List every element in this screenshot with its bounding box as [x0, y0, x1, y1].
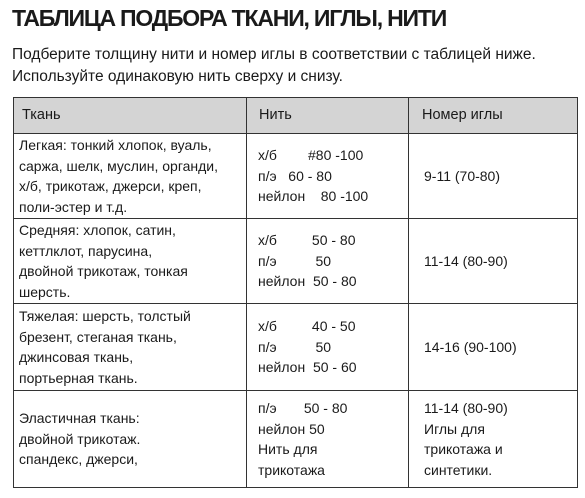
fabric-line: двойной трикотаж, тонкая: [19, 263, 188, 279]
needle-line: 14-16 (90-100): [424, 338, 517, 355]
thread-line: трикотажа: [258, 461, 325, 478]
intro-text: [12, 44, 536, 88]
thread-line: х/б 50 - 80: [258, 232, 356, 249]
thread-line: нейлон 50 - 80: [258, 273, 357, 290]
fabric-line: Эластичная ткань:: [19, 410, 140, 427]
fabric-cell: [14, 304, 247, 391]
header-fabric: Ткань: [14, 98, 247, 134]
needle-line: Иглы для: [424, 420, 485, 437]
thread-line: нейлон 50: [258, 420, 325, 437]
needle-line: трикотажа и: [424, 441, 503, 457]
fabric-line: Тяжелая: шерсть, толстый: [19, 308, 191, 324]
needle-cell: [409, 134, 578, 219]
intro-line: Подберите толщину нити и номер иглы в соответствии с таблицей ниже.: [12, 46, 536, 63]
thread-line: п/э 50 - 80: [258, 400, 348, 416]
thread-line: Нить для: [258, 441, 318, 457]
table-row: [14, 134, 578, 219]
fabric-line: портьерная ткань.: [19, 369, 138, 386]
thread-cell: [247, 219, 409, 304]
table-row: [14, 391, 578, 488]
needle-cell: [409, 219, 578, 304]
fabric-cell: [14, 134, 247, 219]
selection-table: [13, 97, 578, 488]
fabric-cell: [14, 391, 247, 488]
needle-cell: [409, 391, 578, 488]
needle-line: 11-14 (80-90): [424, 252, 508, 269]
fabric-line: кеттлклот, парусина,: [19, 242, 153, 259]
fabric-line: Легкая: тонкий хлопок, вуаль,: [19, 137, 212, 153]
needle-line: 11-14 (80-90): [424, 400, 508, 416]
fabric-line: х/б, трикотаж, джерси, креп,: [19, 178, 202, 194]
thread-line: п/э 60 - 80: [258, 167, 332, 184]
thread-line: х/б 40 - 50: [258, 318, 356, 335]
thread-cell: [247, 391, 409, 488]
fabric-line: поли-эстер и т.д.: [19, 198, 128, 215]
needle-cell: [409, 304, 578, 391]
thread-line: х/б #80 -100: [258, 147, 364, 164]
intro-line: Используйте одинаковую нить сверху и снизу.: [12, 68, 343, 85]
fabric-line: джинсовая ткань,: [19, 349, 134, 365]
header-needle: Номер иглы: [409, 98, 578, 134]
fabric-line: брезент, стеганая ткань,: [19, 328, 177, 345]
thread-line: нейлон 50 - 60: [258, 359, 357, 376]
needle-line: 9-11 (70-80): [424, 167, 501, 184]
fabric-line: спандекс, джерси,: [19, 451, 138, 468]
fabric-line: шерсть.: [19, 283, 71, 300]
table-header-row: [14, 98, 578, 134]
table-row: [14, 219, 578, 304]
thread-line: нейлон 80 -100: [258, 188, 369, 205]
header-thread: Нить: [247, 98, 409, 134]
fabric-line: Средняя: хлопок, сатин,: [19, 222, 176, 238]
table-row: [14, 304, 578, 391]
fabric-line: саржа, шелк, муслин, органди,: [19, 157, 219, 174]
needle-line: синтетики.: [424, 461, 493, 478]
fabric-cell: [14, 219, 247, 304]
thread-cell: [247, 304, 409, 391]
page-title: ТАБЛИЦА ПОДБОРА ТКАНИ, ИГЛЫ, НИТИ: [12, 5, 447, 31]
thread-line: п/э 50: [258, 252, 332, 269]
thread-cell: [247, 134, 409, 219]
fabric-line: двойной трикотаж.: [19, 430, 141, 447]
thread-line: п/э 50: [258, 338, 332, 355]
